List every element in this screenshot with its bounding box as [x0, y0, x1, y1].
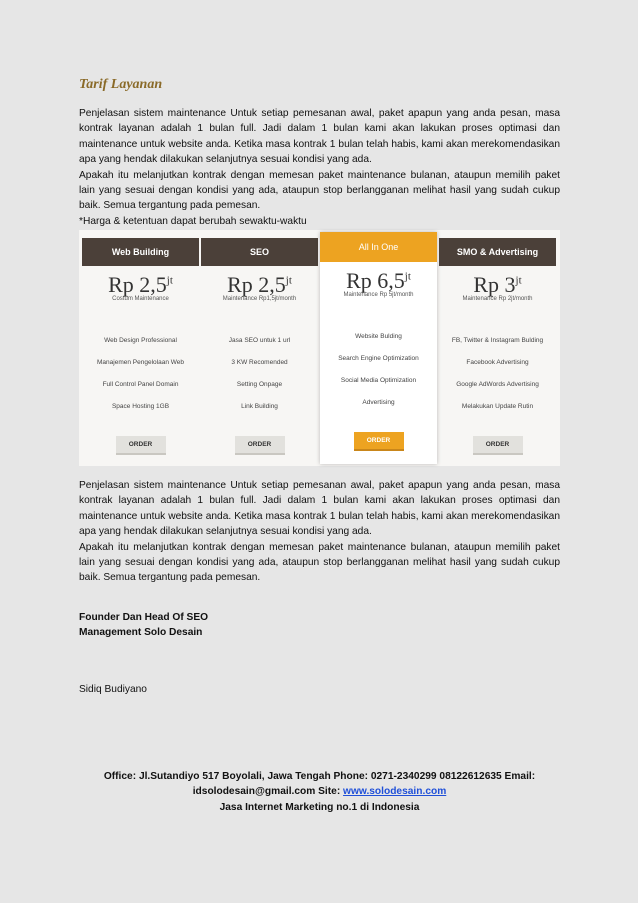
- footer-tagline: Jasa Internet Marketing no.1 di Indonesia: [219, 801, 420, 813]
- feature-list: [201, 330, 318, 418]
- closing-paragraph-2: Apakah itu melanjutkan kontrak dengan memesan paket maintenance bulanan, ataupun memilih paket lain yang sesuai dengan kondisi yang ada, ataupun stop berlangganan melihat hasil yang sudah cukup baik. Semua tergantung pada pemesan.: [79, 541, 560, 584]
- plan-subtitle: Costum Maintenance: [112, 296, 169, 302]
- order-button[interactable]: ORDER: [473, 436, 523, 455]
- order-button[interactable]: ORDER: [116, 436, 166, 455]
- price-unit: jt: [285, 274, 292, 287]
- feature-item: Social Media Optimization: [340, 377, 417, 384]
- plan-name: All In One: [320, 232, 437, 262]
- feature-item: FB, Twitter & Instagram Bulding: [451, 337, 544, 344]
- price-unit: jt: [166, 274, 173, 287]
- price-value: Rp 2,5: [108, 272, 167, 297]
- plan-name: SEO: [201, 238, 318, 266]
- footer: [79, 769, 560, 815]
- pricing-column-all-in-one: [320, 232, 437, 464]
- intro-paragraph-1: Penjelasan sistem maintenance Untuk setiap pemesanan awal, paket apapun yang anda pesan, masa kontrak layanan adalah 1 bulan full. Jadi dalam 1 bulan kami akan lakukan proses optimasi dan maintenance untuk website anda. Ketika masa kontrak 1 bulan telah habis, kami akan merekomendasikan apa yang hendak dilakukan selanjutnya sesuai kondisi yang ada.: [79, 108, 560, 166]
- price-value: Rp 3: [473, 272, 516, 297]
- plan-price: [320, 262, 437, 308]
- price-value: Rp 2,5: [227, 272, 286, 297]
- feature-item: Jasa SEO untuk 1 url: [228, 337, 291, 344]
- footer-email: idsolodesain@gmail.com Site:: [192, 786, 344, 798]
- pricing-column-seo: [201, 238, 318, 460]
- closing-paragraph-1: Penjelasan sistem maintenance Untuk setiap pemesanan awal, paket apapun yang anda pesan, masa kontrak layanan adalah 1 bulan full. Jadi dalam 1 bulan kami akan lakukan proses optimasi dan maintenance untuk website anda. Ketika masa kontrak 1 bulan telah habis, kami akan merekomendasikan apa yang hendak dilakukan selanjutnya sesuai kondisi yang ada.: [79, 480, 560, 538]
- feature-item: Advertising: [362, 399, 395, 406]
- site-link[interactable]: www.solodesain.com: [343, 786, 447, 798]
- footer-contact: [79, 784, 560, 799]
- feature-item: Space Hosting 1GB: [111, 403, 170, 410]
- feature-item: Melakukan Update Rutin: [461, 403, 534, 410]
- feature-list: [439, 330, 556, 418]
- feature-list: [320, 326, 437, 414]
- plan-subtitle: Maintenance Rp1,5jt/month: [222, 296, 297, 302]
- feature-item: Link Building: [241, 403, 278, 410]
- page-title: Tarif Layanan: [79, 77, 163, 92]
- closing-text: [79, 478, 560, 586]
- pricing-table: [79, 230, 560, 466]
- intro-paragraph-2: Apakah itu melanjutkan kontrak dengan memesan paket maintenance bulanan, ataupun memilih paket lain yang sesuai dengan kondisi yang ada, ataupun stop berlangganan melihat hasil yang sudah cukup baik. Semua tergantung pada pemesan.: [79, 169, 560, 212]
- signatory-name: Sidiq Budiyano: [79, 684, 147, 695]
- order-button[interactable]: ORDER: [235, 436, 285, 455]
- pricing-column-web-building: [82, 238, 199, 460]
- feature-item: Web Design Professional: [104, 337, 177, 344]
- plan-price: [201, 266, 318, 312]
- plan-name: SMO & Advertising: [439, 238, 556, 266]
- feature-item: Search Engine Optimization: [338, 355, 419, 362]
- feature-item: 3 KW Recomended: [231, 359, 288, 366]
- feature-item: Google AdWords Advertising: [456, 381, 539, 388]
- plan-subtitle: Maintenance Rp 5jt/month: [343, 292, 414, 298]
- feature-item: Full Control Panel Domain: [102, 381, 179, 388]
- price-value: Rp 6,5: [346, 268, 405, 293]
- price-unit: jt: [404, 270, 411, 283]
- price-unit: jt: [515, 274, 522, 287]
- founder-line-2: Management Solo Desain: [79, 627, 203, 639]
- feature-item: Website Bulding: [355, 333, 402, 340]
- feature-item: Manajemen Pengelolaan Web: [97, 359, 184, 366]
- feature-item: Facebook Advertising: [466, 359, 529, 366]
- footer-address: Office: Jl.Sutandiyo 517 Boyolali, Jawa Tengah Phone: 0271-2340299 08122612635 Email:: [103, 771, 536, 782]
- founder-title: [79, 610, 208, 641]
- plan-name: Web Building: [82, 238, 199, 266]
- pricing-column-smo-advertising: [439, 238, 556, 460]
- feature-list: [82, 330, 199, 418]
- plan-subtitle: Maintenance Rp 2jt/month: [462, 296, 533, 302]
- founder-line-1: Founder Dan Head Of SEO: [79, 612, 209, 623]
- plan-price: [82, 266, 199, 312]
- order-button[interactable]: ORDER: [354, 432, 404, 451]
- price-note: *Harga & ketentuan dapat berubah sewaktu-waktu: [79, 215, 307, 227]
- feature-item: Setting Onpage: [236, 381, 283, 388]
- plan-price: [439, 266, 556, 312]
- intro-text: [79, 106, 560, 229]
